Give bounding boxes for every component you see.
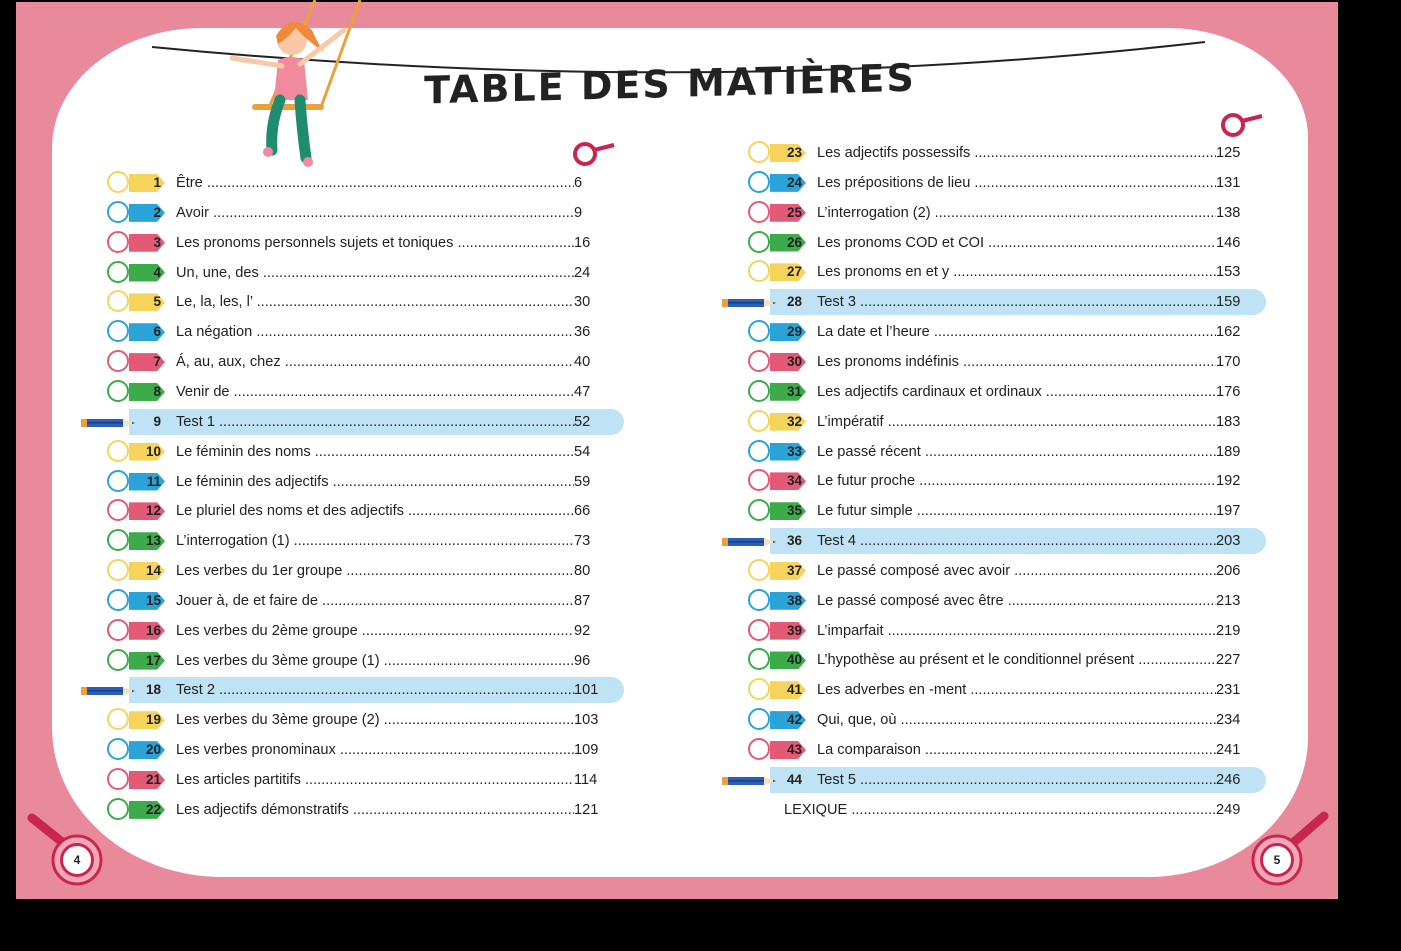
chapter-ring-icon bbox=[748, 499, 770, 521]
chapter-number: 13 bbox=[145, 533, 161, 549]
toc-row[interactable] bbox=[748, 439, 1266, 465]
chapter-number: 18 bbox=[145, 682, 161, 698]
chapter-page: 192 bbox=[1216, 472, 1252, 490]
chapter-title: La date et l’heure ..... bbox=[817, 323, 1218, 341]
chapter-title: Les verbes du 3ème groupe (2) ..... bbox=[176, 711, 576, 729]
toc-row[interactable] bbox=[107, 588, 624, 614]
toc-row[interactable] bbox=[748, 200, 1266, 226]
chapter-ring-icon bbox=[107, 529, 129, 551]
chapter-ring-icon bbox=[107, 261, 129, 283]
chapter-title: Les verbes du 1er groupe ..... bbox=[176, 562, 576, 580]
chapter-ring-icon bbox=[748, 738, 770, 760]
chapter-page: 234 bbox=[1216, 711, 1252, 729]
chapter-page: 36 bbox=[574, 323, 610, 341]
chapter-ring-icon bbox=[107, 171, 129, 193]
chapter-page: 227 bbox=[1216, 651, 1252, 669]
chapter-page: 131 bbox=[1216, 174, 1252, 192]
chapter-ring-icon bbox=[107, 470, 129, 492]
chapter-ring-icon bbox=[107, 231, 129, 253]
chapter-title: Les pronoms COD et COI ..... bbox=[817, 234, 1218, 252]
chapter-number: 11 bbox=[146, 473, 161, 489]
chapter-title: Venir de ..... bbox=[176, 383, 576, 401]
chapter-page: 138 bbox=[1216, 204, 1252, 222]
toc-row[interactable] bbox=[107, 200, 624, 226]
chapter-ring-icon bbox=[107, 738, 129, 760]
toc-row[interactable] bbox=[107, 230, 624, 256]
page-number-left: 4 bbox=[60, 843, 94, 877]
chapter-number: 9 bbox=[153, 413, 161, 429]
chapter-title: L’hypothèse au présent et le conditionnel présent ..... bbox=[817, 651, 1218, 669]
chapter-page: 30 bbox=[574, 293, 610, 311]
chapter-number: 6 bbox=[153, 324, 161, 340]
chapter-ring-icon bbox=[107, 798, 129, 820]
toc-row[interactable] bbox=[748, 707, 1266, 733]
chapter-number: 34 bbox=[786, 473, 802, 489]
chapter-number: 33 bbox=[786, 443, 802, 459]
chapter-ring-icon bbox=[107, 649, 129, 671]
chapter-number: 19 bbox=[145, 712, 161, 728]
chapter-page: 96 bbox=[574, 652, 610, 670]
chapter-number: 39 bbox=[786, 622, 802, 638]
chapter-page: 16 bbox=[574, 234, 610, 252]
chapter-title: Les pronoms personnels sujets et toniques ..... bbox=[176, 234, 576, 252]
chapter-ring-icon bbox=[748, 678, 770, 700]
chapter-title: Les adjectifs possessifs ..... bbox=[817, 144, 1218, 162]
chapter-page: 59 bbox=[574, 473, 610, 491]
chapter-title: Jouer à, de et faire de ..... bbox=[176, 592, 576, 610]
chapter-number: 15 bbox=[145, 592, 161, 608]
chapter-ring-icon bbox=[748, 589, 770, 611]
chapter-page: 183 bbox=[1216, 413, 1252, 431]
chapter-title: Le féminin des noms ..... bbox=[176, 443, 576, 461]
toc-row[interactable] bbox=[748, 170, 1266, 196]
chapter-ring-icon bbox=[748, 320, 770, 342]
chapter-title: Qui, que, où ..... bbox=[817, 711, 1218, 729]
toc-test-row[interactable] bbox=[748, 528, 1266, 554]
chapter-number: 4 bbox=[153, 264, 161, 280]
chapter-ring-icon bbox=[107, 320, 129, 342]
chapter-page: 206 bbox=[1216, 562, 1252, 580]
toc-row[interactable] bbox=[748, 409, 1266, 435]
toc-row[interactable] bbox=[107, 469, 624, 495]
chapter-number: 40 bbox=[786, 652, 802, 668]
chapter-title: Les verbes du 3ème groupe (1) ..... bbox=[176, 652, 576, 670]
chapter-number: 41 bbox=[786, 682, 802, 698]
chapter-number: 35 bbox=[786, 503, 802, 519]
toc-row[interactable] bbox=[107, 498, 624, 524]
chapter-title: Le futur simple ..... bbox=[817, 502, 1218, 520]
chapter-title: Test 1 ..... bbox=[176, 413, 576, 431]
chapter-ring-icon bbox=[107, 201, 129, 223]
chapter-ring-icon bbox=[748, 410, 770, 432]
chapter-number: 7 bbox=[153, 354, 161, 370]
chapter-page: 47 bbox=[574, 383, 610, 401]
chapter-ring-icon bbox=[748, 201, 770, 223]
chapter-page: 153 bbox=[1216, 263, 1252, 281]
chapter-page: 92 bbox=[574, 622, 610, 640]
chapter-number: 43 bbox=[786, 742, 802, 757]
toc-row[interactable] bbox=[748, 259, 1266, 285]
toc-row[interactable] bbox=[107, 737, 624, 763]
chapter-title: Avoir ..... bbox=[176, 204, 576, 222]
page-title: TABLE DES MATIÈRES bbox=[424, 55, 916, 113]
chapter-page: 159 bbox=[1216, 294, 1241, 311]
toc-row[interactable] bbox=[107, 618, 624, 644]
chapter-number: 23 bbox=[786, 145, 802, 160]
toc-row[interactable] bbox=[107, 558, 624, 584]
toc-row[interactable] bbox=[107, 528, 624, 554]
toc-row[interactable] bbox=[748, 319, 1266, 345]
toc-row[interactable] bbox=[107, 170, 624, 196]
chapter-page: 189 bbox=[1216, 443, 1252, 461]
toc-row[interactable] bbox=[748, 349, 1266, 375]
chapter-ring-icon bbox=[107, 499, 129, 521]
toc-row[interactable] bbox=[748, 468, 1266, 494]
toc-row[interactable] bbox=[748, 677, 1266, 703]
chapter-number: 10 bbox=[145, 443, 161, 459]
chapter-ring-icon bbox=[748, 380, 770, 402]
chapter-ring-icon bbox=[748, 559, 770, 581]
toc-row[interactable] bbox=[107, 379, 624, 405]
chapter-page: 109 bbox=[574, 741, 610, 759]
chapter-ring-icon bbox=[748, 350, 770, 372]
toc-row[interactable] bbox=[107, 289, 624, 315]
chapter-title: Les articles partitifs ..... bbox=[176, 771, 576, 789]
chapter-number: 3 bbox=[153, 234, 161, 250]
chapter-number: 20 bbox=[145, 742, 161, 758]
chapter-page: 73 bbox=[574, 532, 610, 550]
magnifier-icon-right bbox=[1223, 115, 1262, 135]
toc-row[interactable] bbox=[107, 707, 624, 733]
toc-row[interactable] bbox=[107, 648, 624, 674]
chapter-title: Les prépositions de lieu ..... bbox=[817, 174, 1218, 192]
chapter-page: 103 bbox=[574, 711, 610, 729]
chapter-ring-icon bbox=[107, 350, 129, 372]
chapter-title: Les pronoms en et y ..... bbox=[817, 263, 1218, 281]
chapter-number: 38 bbox=[786, 592, 802, 608]
chapter-ring-icon bbox=[748, 171, 770, 193]
chapter-page: 241 bbox=[1216, 741, 1252, 759]
chapter-title: L’imparfait ..... bbox=[817, 622, 1218, 640]
chapter-number: 17 bbox=[145, 652, 161, 668]
chapter-title: Test 5 ..... bbox=[817, 771, 1218, 789]
chapter-title: Le passé composé avec avoir ..... bbox=[817, 562, 1218, 580]
chapter-ring-icon bbox=[748, 648, 770, 670]
chapter-number: 32 bbox=[786, 413, 802, 429]
chapter-title: Test 2 ..... bbox=[176, 681, 576, 699]
chapter-number: 28 bbox=[786, 294, 802, 310]
toc-test-row[interactable] bbox=[107, 409, 624, 435]
chapter-title: Test 3 ..... bbox=[817, 293, 1218, 311]
toc-row[interactable] bbox=[107, 797, 624, 823]
chapter-page: 24 bbox=[574, 264, 610, 282]
chapter-number: 8 bbox=[153, 383, 161, 399]
chapter-page: 162 bbox=[1216, 323, 1252, 341]
chapter-title: Les pronoms indéfinis ..... bbox=[817, 353, 1218, 371]
chapter-page: 114 bbox=[574, 771, 610, 789]
chapter-number: 30 bbox=[786, 353, 802, 369]
chapter-ring-icon bbox=[107, 619, 129, 641]
chapter-ring-icon bbox=[748, 231, 770, 253]
chapter-title: LEXIQUE ..... bbox=[784, 801, 1218, 819]
chapter-ring-icon bbox=[107, 589, 129, 611]
chapter-title: Le passé récent ..... bbox=[817, 443, 1218, 461]
chapter-page: 9 bbox=[574, 204, 610, 222]
chapter-title: Le pluriel des noms et des adjectifs ..... bbox=[176, 502, 576, 520]
chapter-page: 125 bbox=[1216, 144, 1252, 162]
chapter-number: 44 bbox=[786, 771, 802, 787]
chapter-page: 246 bbox=[1216, 771, 1241, 788]
toc-row[interactable] bbox=[748, 737, 1266, 763]
chapter-ring-icon bbox=[107, 559, 129, 581]
chapter-page: 66 bbox=[574, 502, 610, 520]
chapter-number: 36 bbox=[786, 533, 802, 549]
chapter-page: 121 bbox=[574, 801, 610, 819]
chapter-ring-icon bbox=[107, 768, 129, 790]
toc-row[interactable] bbox=[107, 767, 624, 793]
chapter-page: 146 bbox=[1216, 234, 1252, 252]
chapter-title: L’impératif ..... bbox=[817, 413, 1218, 431]
chapter-ring-icon bbox=[107, 290, 129, 312]
chapter-page: 231 bbox=[1216, 681, 1252, 699]
chapter-title: Le, la, les, l’ ..... bbox=[176, 293, 576, 311]
chapter-title: Les verbes pronominaux ..... bbox=[176, 741, 576, 759]
chapter-ring-icon bbox=[748, 141, 770, 163]
toc-lexique-row[interactable] bbox=[748, 797, 1266, 823]
chapter-number: 12 bbox=[145, 503, 161, 519]
magnifier-icon-left bbox=[575, 144, 614, 164]
chapter-page: 40 bbox=[574, 353, 610, 371]
chapter-title: Un, une, des ..... bbox=[176, 264, 576, 282]
toc-row[interactable] bbox=[748, 379, 1266, 405]
chapter-number: 5 bbox=[153, 294, 161, 310]
chapter-number: 25 bbox=[786, 204, 802, 220]
chapter-page: 52 bbox=[574, 413, 591, 430]
chapter-page: 87 bbox=[574, 592, 610, 610]
chapter-title: L’interrogation (1) ..... bbox=[176, 532, 576, 550]
toc-test-row[interactable] bbox=[107, 677, 624, 703]
chapter-page: 249 bbox=[1216, 801, 1252, 819]
chapter-title: Test 4 ..... bbox=[817, 532, 1218, 550]
chapter-title: Le futur proche ..... bbox=[817, 472, 1218, 490]
chapter-number: 29 bbox=[786, 324, 802, 340]
toc-test-row[interactable] bbox=[748, 289, 1266, 315]
toc-row[interactable] bbox=[748, 498, 1266, 524]
chapter-ring-icon bbox=[748, 619, 770, 641]
chapter-title: Les adjectifs cardinaux et ordinaux ..... bbox=[817, 383, 1218, 401]
chapter-page: 203 bbox=[1216, 533, 1241, 550]
chapter-title: La négation ..... bbox=[176, 323, 576, 341]
chapter-number: 31 bbox=[786, 383, 802, 399]
chapter-title: La comparaison ..... bbox=[817, 741, 1218, 759]
chapter-title: L’interrogation (2) ..... bbox=[817, 204, 1218, 222]
toc-row[interactable] bbox=[748, 230, 1266, 256]
toc-row[interactable] bbox=[748, 588, 1266, 614]
chapter-page: 219 bbox=[1216, 622, 1252, 640]
chapter-number: 26 bbox=[786, 234, 802, 250]
chapter-title: Le féminin des adjectifs ..... bbox=[176, 473, 576, 491]
chapter-page: 80 bbox=[574, 562, 610, 580]
chapter-ring-icon bbox=[748, 469, 770, 491]
toc-row[interactable] bbox=[107, 349, 624, 375]
toc-row[interactable] bbox=[748, 647, 1266, 673]
chapter-page: 213 bbox=[1216, 592, 1252, 610]
toc-row[interactable] bbox=[107, 260, 624, 286]
chapter-page: 170 bbox=[1216, 353, 1252, 371]
chapter-page: 197 bbox=[1216, 502, 1252, 520]
chapter-number: 37 bbox=[786, 562, 802, 578]
chapter-number: 1 bbox=[153, 175, 161, 190]
chapter-title: Les adjectifs démonstratifs ..... bbox=[176, 801, 576, 819]
chapter-ring-icon bbox=[748, 440, 770, 462]
page-number-right: 5 bbox=[1260, 843, 1294, 877]
chapter-title: Á, au, aux, chez ..... bbox=[176, 353, 576, 371]
chapter-ring-icon bbox=[748, 708, 770, 730]
chapter-number: 42 bbox=[786, 712, 802, 728]
chapter-number: 24 bbox=[786, 174, 802, 190]
chapter-number: 14 bbox=[145, 563, 161, 579]
chapter-page: 176 bbox=[1216, 383, 1252, 401]
chapter-ring-icon bbox=[107, 440, 129, 462]
chapter-page: 54 bbox=[574, 443, 610, 461]
chapter-title: Le passé composé avec être ..... bbox=[817, 592, 1218, 610]
chapter-number: 2 bbox=[153, 204, 161, 220]
chapter-ring-icon bbox=[748, 260, 770, 282]
toc-test-row[interactable] bbox=[748, 767, 1266, 793]
toc-row[interactable] bbox=[748, 558, 1266, 584]
chapter-page: 101 bbox=[574, 682, 599, 699]
toc-row[interactable] bbox=[748, 140, 1266, 166]
chapter-ring-icon bbox=[107, 380, 129, 402]
chapter-title: Les verbes du 2ème groupe ..... bbox=[176, 622, 576, 640]
chapter-ring-icon bbox=[107, 708, 129, 730]
chapter-title: Être ..... bbox=[176, 174, 576, 192]
chapter-page: 6 bbox=[574, 174, 610, 192]
chapter-number: 16 bbox=[145, 622, 161, 638]
toc-row[interactable] bbox=[107, 319, 624, 345]
chapter-number: 27 bbox=[786, 264, 802, 280]
chapter-title: Les adverbes en -ment ..... bbox=[817, 681, 1218, 699]
toc-row[interactable] bbox=[107, 439, 624, 465]
toc-row[interactable] bbox=[748, 618, 1266, 644]
chapter-number: 22 bbox=[145, 801, 161, 817]
chapter-number: 21 bbox=[145, 772, 161, 787]
